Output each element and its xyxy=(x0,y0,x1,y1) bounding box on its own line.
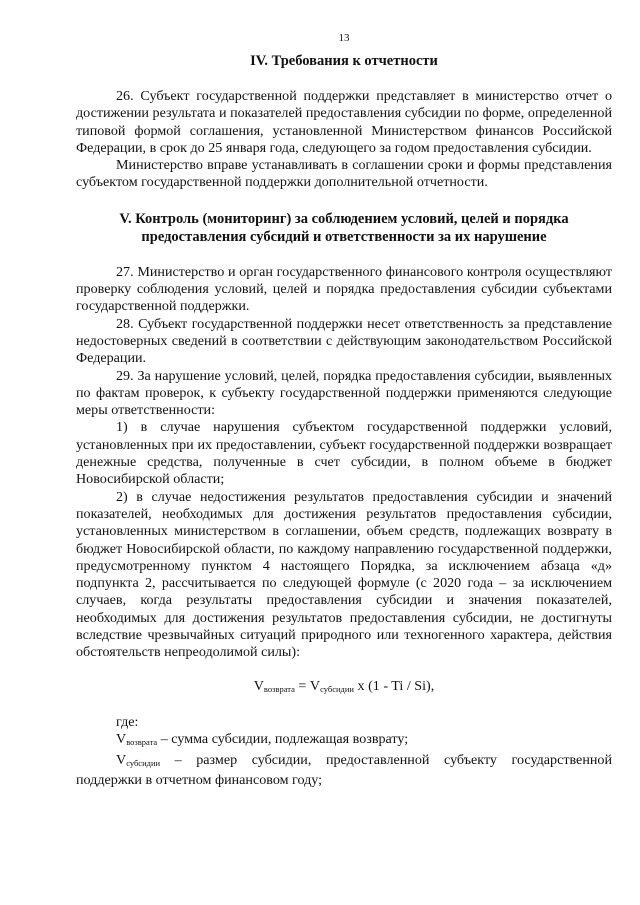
paragraph-29-item-2: 2) в случае недостижения результатов предоставления субсидии и значений показателей, необходимых для достижения результатов предоставления субсидии, установленных министерством в соглашении, объем средств, подлежащих возврату в бюджет Новосибирской области, по каждому направлению государственной поддержки, предусмотренному пунктом 4 настоящего Порядка, за исключением абзаца «д» подпункта 2, рассчитывается по следующей формуле (с 2020 года – за исключением случаев, когда результаты предоставления субсидии и значения показателей, необходимых для достижения результатов предоставления субсидии, не достигнуты вследствие чрезвычайных ситуаций природного или техногенного характера, действия обстоятельств непреодолимой силы): xyxy=(76,488,612,661)
paragraph-29-item-1: 1) в случае нарушения субъектом государственной поддержки условий, установленных при их предоставлении, субъект государственной поддержки возвращает денежные средства, полученные в счет субсидии, в полном объеме в бюджет Новосибирской области; xyxy=(76,419,612,488)
def2-var: V xyxy=(116,751,127,768)
def2-text: – размер субсидии, предоставленной субъекту государственной поддержки в отчетном финансовом году; xyxy=(76,751,612,788)
def1-var: V xyxy=(116,731,127,748)
formula-rest: x (1 - Ti / Si), xyxy=(353,677,435,694)
formula-sub-return: возврата xyxy=(263,683,295,694)
paragraph-26-additional: Министерство вправе устанавливать в соглашении сроки и формы представления субъектом государственной поддержки дополнительной отчетности. xyxy=(76,157,612,191)
return-formula xyxy=(76,678,612,698)
paragraph-29: 29. За нарушение условий, целей, порядка предоставления субсидии, выявленных по фактам проверок, к субъекту государственной поддержки применяются следующие меры ответственности: xyxy=(76,367,612,419)
section-4-title: IV. Требования к отчетности xyxy=(250,53,438,69)
where-label: где: xyxy=(116,713,139,730)
definition-v-return xyxy=(76,731,612,751)
page-number: 13 xyxy=(338,32,350,44)
def2-sub: субсидии xyxy=(126,757,161,768)
formula-v-subsidy: V xyxy=(309,677,321,694)
paragraph-27: 27. Министерство и орган государственного финансового контроля осуществляют проверку соблюдения условий, целей и порядка предоставления субсидии субъектами государственной поддержки. xyxy=(76,263,612,315)
definition-v-subsidy xyxy=(76,752,612,790)
formula-equals: = xyxy=(294,677,310,694)
def1-sub: возврата xyxy=(126,737,158,748)
paragraph-28: 28. Субъект государственной поддержки несет ответственность за представление недостоверных сведений в соответствии с действующим законодательством Российской Федерации. xyxy=(76,315,612,367)
def1-text: – сумма субсидии, подлежащая возврату; xyxy=(157,731,409,748)
section-5-title: V. Контроль (мониторинг) за соблюдением условий, целей и порядка предоставления субсидий и ответственности за их нарушение xyxy=(119,210,569,245)
formula-sub-subsidy: субсидии xyxy=(320,683,354,694)
paragraph-26: 26. Субъект государственной поддержки представляет в министерство отчет о достижении результата и показателей предоставления субсидии по форме, определенной типовой формой соглашения, установленной Министерством финансов Российской Федерации, в срок до 25 января года, следующего за годом предоставления субсидии. xyxy=(76,88,612,156)
formula-v-return: V xyxy=(253,677,264,694)
